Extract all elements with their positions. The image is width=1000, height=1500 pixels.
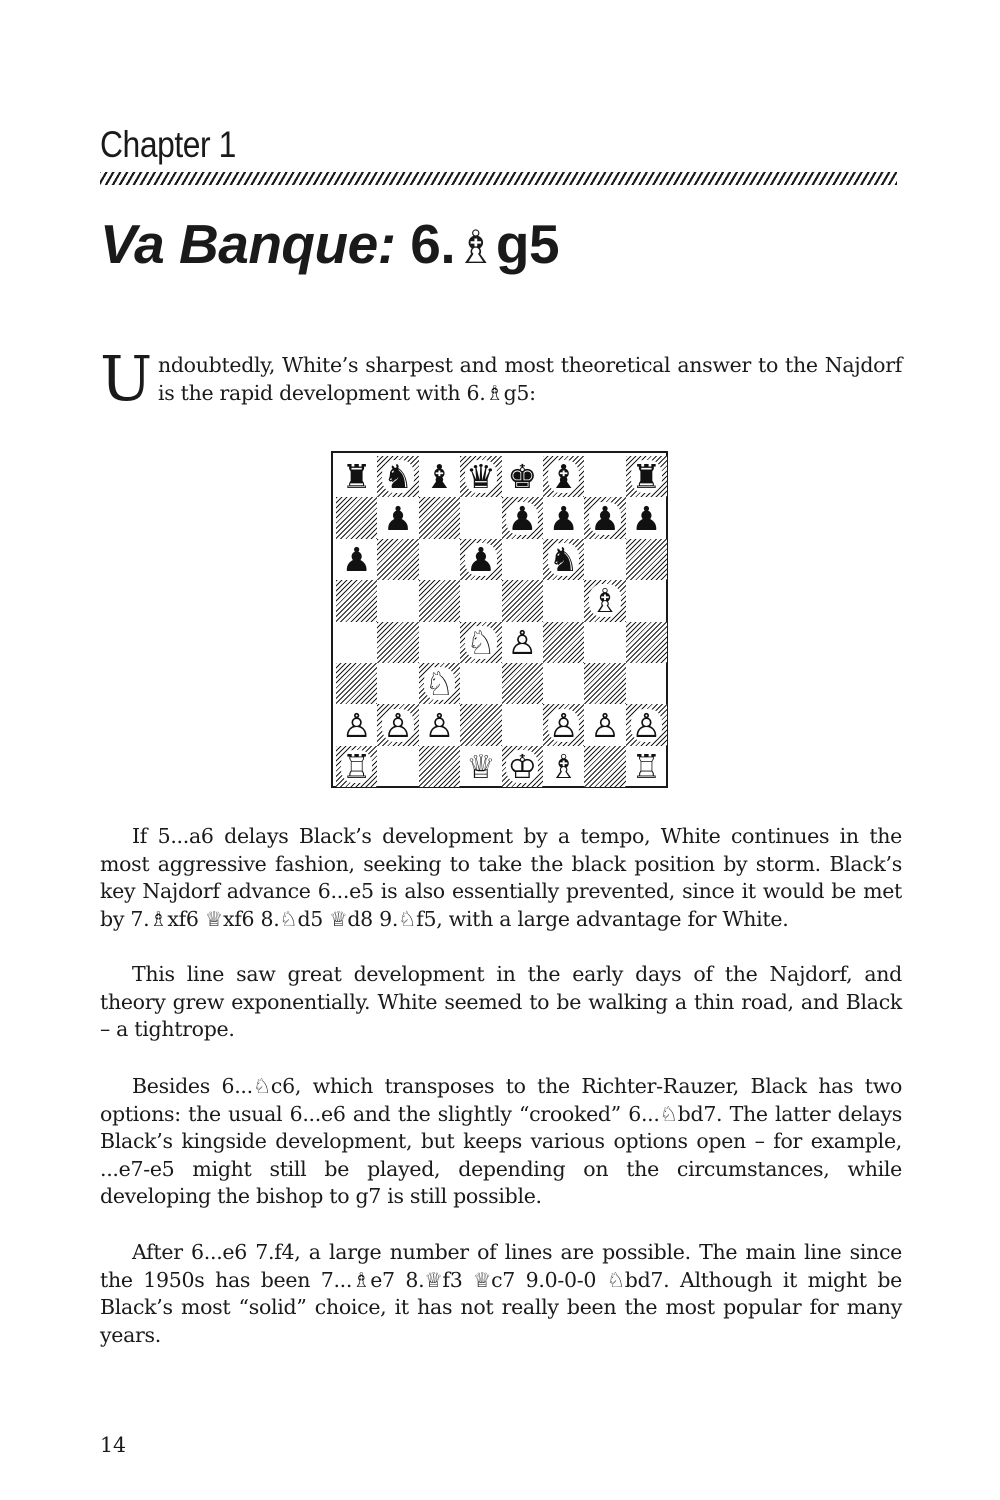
square-e6 [502,539,543,580]
chess-piece-icon: ♙ [631,705,662,745]
chess-piece-icon: ♙ [507,622,538,662]
square-f1 [543,746,584,787]
square-a1 [336,746,377,787]
square-b3 [377,663,418,704]
square-e4 [502,622,543,663]
chess-piece-icon: ♖ [341,746,372,786]
square-f4 [543,622,584,663]
square-b1 [377,746,418,787]
chapter-title-italic: Va Banque: [100,213,396,275]
chapter-label: Chapter 1 [100,124,236,165]
square-g4 [584,622,625,663]
square-g3 [584,663,625,704]
chess-piece-icon: ♕ [466,746,496,786]
square-e1 [502,746,543,787]
chess-board [336,456,663,787]
chess-piece-icon: ♟ [466,539,496,579]
square-h1 [626,746,667,787]
chess-piece-icon: ♜ [341,457,372,497]
chapter-title-move-number: 6. [410,213,456,275]
chess-piece-icon: ♞ [548,539,579,579]
square-d5 [460,580,501,621]
square-h5 [626,580,667,621]
chess-piece-icon: ♜ [631,457,662,497]
square-e7 [502,497,543,538]
square-g6 [584,539,625,580]
paragraph-4: After 6...e6 7.f4, a large number of lines are possible. The main line since the 1950s has been 7...♗e7 8.♕f3 ♕c7 9.0-0-0 ♘bd7. Although it might be Black’s most “solid” choice, it has not really been the most popular for many years. [100,1240,902,1347]
paragraph-3: Besides 6...♘c6, which transposes to the Richter-Rauzer, Black has two options: the usual 6...e6 and the slightly “crooked” 6...♘bd7. The latter delays Black’s kingside development, but keeps various options open – for example, ...e7-e5 might still be played, depending on the circumstances, while developing the bishop to g7 is still possible. [100,1074,902,1208]
square-g1 [584,746,625,787]
square-a6 [336,539,377,580]
chess-piece-icon: ♛ [466,457,496,497]
square-b8 [377,456,418,497]
paragraph-1: If 5...a6 delays Black’s development by a tempo, White continues in the most aggressive fashion, seeking to take the black position by storm. Black’s key Najdorf advance 6...e5 is also essentially prevented, since it would be met by 7.♗xf6 ♕xf6 8.♘d5 ♕d8 9.♘f5, with a large advantage for White. [100,824,902,931]
square-b5 [377,580,418,621]
chess-piece-icon: ♙ [424,705,455,745]
chess-piece-icon: ♚ [507,457,538,497]
square-f6 [543,539,584,580]
square-a5 [336,580,377,621]
square-c8 [419,456,460,497]
paragraph-2: This line saw great development in the early days of the Najdorf, and theory grew exponentially. White seemed to be walking a thin road, and Black – a tightrope. [100,962,902,1041]
chapter-title [100,212,559,276]
square-d4 [460,622,501,663]
square-d6 [460,539,501,580]
square-d1 [460,746,501,787]
square-a4 [336,622,377,663]
bishop-icon: ♗ [455,220,496,274]
square-h3 [626,663,667,704]
square-b7 [377,497,418,538]
square-c7 [419,497,460,538]
square-f2 [543,704,584,745]
square-d8 [460,456,501,497]
chess-piece-icon: ♙ [548,705,579,745]
square-b2 [377,704,418,745]
square-g2 [584,704,625,745]
chess-piece-icon: ♝ [424,457,455,497]
square-a2 [336,704,377,745]
square-d3 [460,663,501,704]
square-g5 [584,580,625,621]
chess-piece-icon: ♗ [548,746,579,786]
square-f7 [543,497,584,538]
square-g8 [584,456,625,497]
square-h2 [626,704,667,745]
chess-piece-icon: ♘ [466,622,496,662]
square-c5 [419,580,460,621]
square-a8 [336,456,377,497]
square-h4 [626,622,667,663]
chess-piece-icon: ♟ [383,498,413,538]
chapter-title-square: g5 [495,213,560,275]
square-a3 [336,663,377,704]
page-number: 14 [100,1433,127,1457]
intro-paragraph [100,342,902,415]
chess-piece-icon: ♗ [590,581,620,621]
square-e8 [502,456,543,497]
square-g7 [584,497,625,538]
square-h8 [626,456,667,497]
square-d2 [460,704,501,745]
square-b6 [377,539,418,580]
square-c4 [419,622,460,663]
chess-piece-icon: ♞ [383,457,413,497]
square-d7 [460,497,501,538]
chess-diagram [331,451,668,788]
chess-piece-icon: ♟ [341,539,372,579]
square-e5 [502,580,543,621]
chess-piece-icon: ♙ [341,705,372,745]
square-c3 [419,663,460,704]
chess-piece-icon: ♔ [507,746,538,786]
chess-piece-icon: ♙ [590,705,620,745]
square-c2 [419,704,460,745]
square-f5 [543,580,584,621]
square-h7 [626,497,667,538]
square-h6 [626,539,667,580]
square-e2 [502,704,543,745]
square-c1 [419,746,460,787]
intro-text: ndoubtedly, White’s sharpest and most theoretical answer to the Najdorf is the rapid development with 6.♗g5: [157,353,902,405]
drop-cap: U [100,342,152,415]
square-f3 [543,663,584,704]
chess-piece-icon: ♟ [507,498,538,538]
chess-piece-icon: ♟ [590,498,620,538]
chapter-divider [100,172,897,185]
chess-piece-icon: ♘ [424,664,455,704]
square-e3 [502,663,543,704]
chess-piece-icon: ♟ [631,498,662,538]
square-f8 [543,456,584,497]
chess-piece-icon: ♟ [548,498,579,538]
square-b4 [377,622,418,663]
square-c6 [419,539,460,580]
chess-piece-icon: ♙ [383,705,413,745]
square-a7 [336,497,377,538]
chess-piece-icon: ♝ [548,457,579,497]
chess-piece-icon: ♖ [631,746,662,786]
